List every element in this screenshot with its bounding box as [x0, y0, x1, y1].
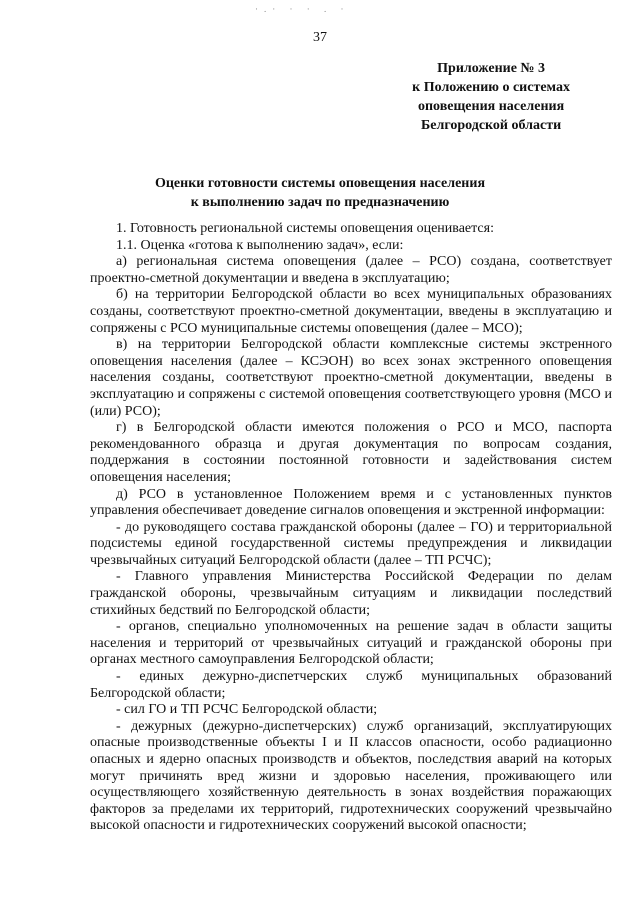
appendix-line: Приложение № 3 — [437, 61, 545, 76]
appendix-line: оповещения населения — [417, 99, 565, 114]
appendix-line: к Положению о системах — [412, 80, 570, 95]
paragraph: в) на территории Белгородской области комплексные системы экстренного оповещения населения (далее – КСЭОН) во всех зонах экстренного оповещения населения созданы, соответствуют проектно-сметной документации, введены в эксплуатацию и сопряжены с системой оповещения соответствующего уровня (МСО и (или) РСО); — [90, 337, 612, 419]
list-item: - дежурных (дежурно-диспетчерских) служб организаций, эксплуатирующих опасные производственные объекты I и II классов опасности, особо радиационно опасных и ядерно опасных производств и объектов, последствия аварий на которых могут причинять вред жизни и здоровью населения, проживающего или осуществляющего хозяйственную деятельность в зонах воздействия поражающих факторов за пределами их территорий, гидротехнических сооружений чрезвычайно высокой опасности и гидротехнических сооружений высокой опасности; — [90, 718, 612, 834]
list-item: - сил ГО и ТП РСЧС Белгородской области; — [116, 702, 378, 718]
list-item: - единых дежурно-диспетчерских служб муниципальных образований Белгородской области; — [90, 669, 612, 701]
scan-artifact: ·.· · · . · — [255, 4, 350, 14]
paragraph: д) РСО в установленное Положением время и с установленных пунктов управления обеспечивает доведение сигналов оповещения и экстренной информации: — [90, 486, 612, 519]
paragraph: 1.1. Оценка «готова к выполнению задач», если: — [116, 237, 404, 253]
paragraph: а) региональная система оповещения (далее – РСО) создана, соответствует проектно-сметной документации и введена в эксплуатацию; — [90, 254, 612, 286]
list-item: - до руководящего состава гражданской обороны (далее – ГО) и территориальной подсистемы единой государственной системы предупреждения и ликвидации чрезвычайных ситуаций Белгородской области (далее – ТП РСЧС); — [90, 519, 612, 568]
title-line: к выполнению задач по предназначению — [190, 195, 450, 210]
page-number: 37 — [313, 30, 327, 45]
appendix-header — [412, 59, 570, 135]
document-title — [0, 174, 640, 212]
list-item: - Главного управления Министерства Российской Федерации по делам гражданской обороны, чрезвычайным ситуациям и ликвидации последствий стихийных бедствий по Белгородской области; — [90, 569, 612, 618]
paragraph: б) на территории Белгородской области во всех муниципальных образованиях созданы, соответствуют проектно-сметной документации, введены в эксплуатацию и сопряжены с РСО муниципальные системы оповещения (далее – МСО); — [90, 287, 612, 336]
title-line: Оценки готовности системы оповещения населения — [154, 176, 486, 191]
appendix-line: Белгородской области — [421, 118, 562, 133]
document-body — [90, 221, 612, 835]
list-item: - органов, специально уполномоченных на решение задач в области защиты населения и территорий от чрезвычайных ситуаций и гражданской обороны при органах местного самоуправления Белгородской области; — [90, 619, 612, 668]
paragraph: г) в Белгородской области имеются положения о РСО и МСО, паспорта рекомендованного образца и другая документация по вопросам создания, поддержания в состоянии постоянной готовности и задействования систем оповещения населения; — [90, 420, 612, 485]
paragraph: 1. Готовность региональной системы оповещения оценивается: — [116, 221, 494, 236]
